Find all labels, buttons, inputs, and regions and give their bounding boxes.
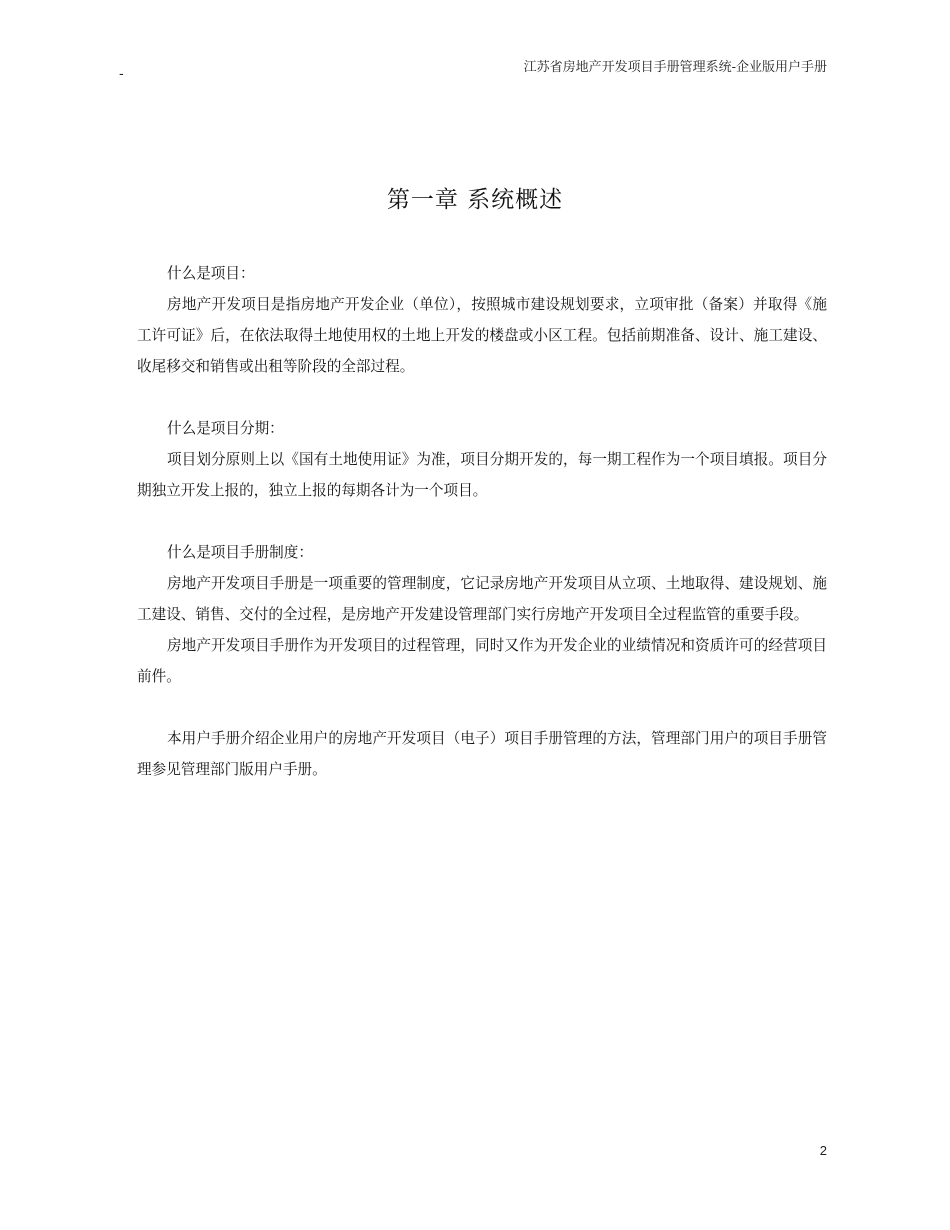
paragraph-project-phase: 项目划分原则上以《国有土地使用证》为准，项目分期开发的，每一期工程作为一个项目填报。项目分期独立开发上报的，独立上报的每期各计为一个项目。: [137, 451, 827, 499]
chapter-title: 第一章 系统概述: [386, 187, 564, 213]
paragraph-manual-role: 房地产开发项目手册作为开发项目的过程管理，同时又作为开发企业的业绩情况和资质许可的经营项目前件。: [137, 637, 827, 685]
paragraph-user-manual-scope: 本用户手册介绍企业用户的房地产开发项目（电子）项目手册管理的方法，管理部门用户的项目手册管理参见管理部门版用户手册。: [137, 730, 827, 778]
header-mark: -: [119, 65, 124, 81]
paragraph-spacer: [137, 506, 827, 537]
section-heading-project-phase: 什么是项目分期：: [167, 420, 284, 437]
paragraph-spacer: [137, 382, 827, 413]
paragraph-project-definition: 房地产开发项目是指房地产开发企业（单位），按照城市建设规划要求，立项审批（备案）并取得《施工许可证》后，在依法取得土地使用权的土地上开发的楼盘或小区工程。包括前期准备、设计、施工建设、收尾移交和销售或出租等阶段的全部过程。: [137, 296, 827, 375]
paragraph-spacer: [137, 692, 827, 723]
paragraph-manual-system: 房地产开发项目手册是一项重要的管理制度，它记录房地产开发项目从立项、土地取得、建设规划、施工建设、销售、交付的全过程，是房地产开发建设管理部门实行房地产开发项目全过程监管的重要手段。: [137, 575, 827, 623]
document-body: [137, 258, 827, 785]
page-number: 2: [819, 1143, 827, 1158]
running-header: 江苏省房地产开发项目手册管理系统-企业版用户手册: [523, 60, 827, 75]
section-heading-project: 什么是项目：: [167, 265, 255, 282]
section-heading-manual-system: 什么是项目手册制度：: [167, 544, 313, 561]
